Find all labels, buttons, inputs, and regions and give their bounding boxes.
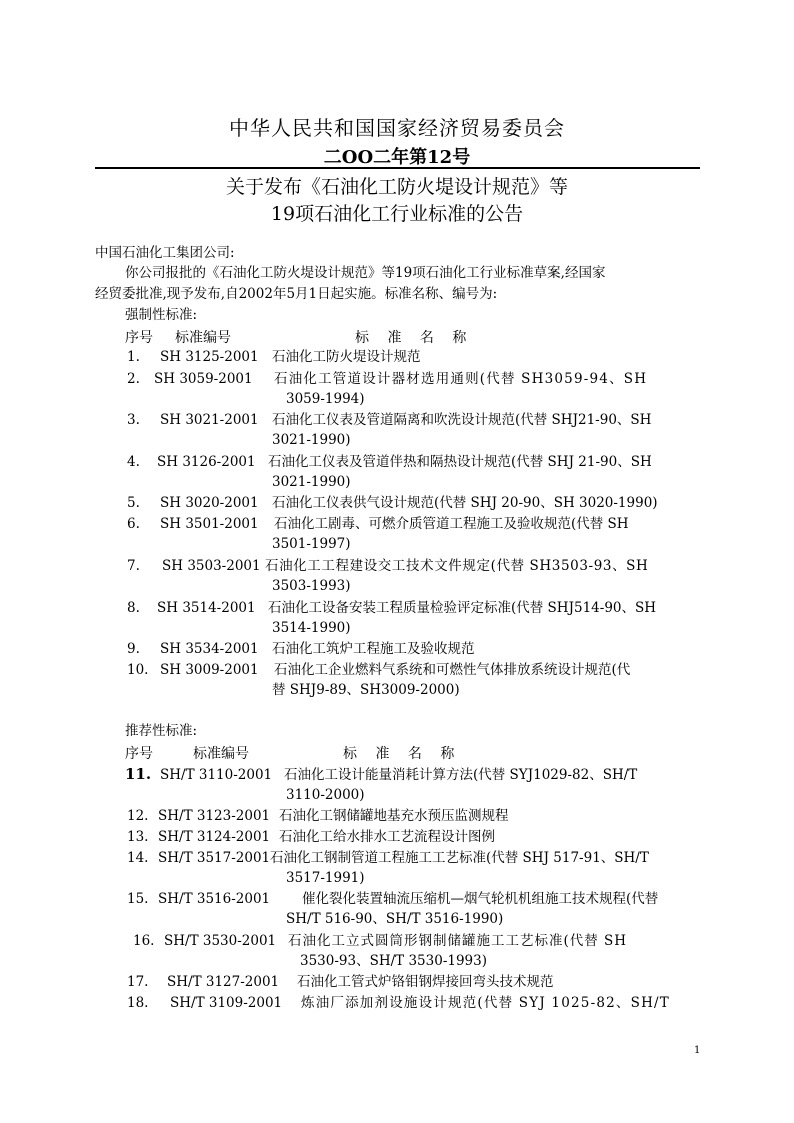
list-item-continuation: 3021-1990) [272, 432, 351, 448]
list-item-name: 石油化工设计能量消耗计算方法(代替 SYJ1029-82、SH/T [284, 767, 638, 783]
list-item-name: 石油化工企业燃料气系统和可燃性气体排放系统设计规范(代 [274, 662, 631, 678]
recommended-col-code: 标准编号 [193, 746, 249, 762]
list-item-code: SH 3534-2001 [160, 641, 259, 657]
list-item-name: 石油化工仪表及管道伴热和隔热设计规范(代替 SHJ 21-90、SH [268, 454, 652, 470]
list-item-code: SH/T 3530-2001 [164, 933, 277, 949]
list-item-number: 1. [127, 349, 140, 365]
list-item-code: SH 3501-2001 [160, 516, 259, 532]
list-item-number: 2. [127, 371, 140, 387]
recommended-col-seq: 序号 [125, 746, 153, 762]
list-item-number: 10. [127, 662, 149, 678]
list-item-number: 16. [133, 933, 155, 949]
list-item-number: 6. [127, 516, 140, 532]
list-item-code: SH/T 3517-2001 [158, 850, 271, 866]
list-item-name: 石油化工立式圆筒形钢制储罐施工工艺标准(代替 SH [288, 933, 628, 949]
list-item-number: 12. [127, 808, 149, 824]
list-item-continuation: 3059-1994) [286, 391, 365, 407]
list-item-continuation: 替 SHJ9-89、SH3009-2000) [272, 682, 460, 698]
list-item-code: SH 3021-2001 [160, 412, 259, 428]
list-item-continuation: 3110-2000) [286, 787, 365, 803]
list-item-name: 石油化工钢制管道工程施工工艺标准(代替 SHJ 517-91、SH/T [270, 850, 649, 866]
list-item-number: 17. [127, 974, 149, 990]
list-item-number: 4. [127, 454, 140, 470]
list-item-name: 催化裂化装置轴流压缩机—烟气轮机机组施工技术规程(代替 [302, 891, 659, 907]
list-item-number: 11. [125, 765, 152, 783]
list-item-code: SH 3503-2001 [162, 558, 261, 574]
mandatory-col-code: 标准编号 [175, 330, 231, 346]
list-item-continuation: 3503-1993) [272, 578, 351, 594]
issuing-organization: 中华人民共和国国家经济贸易委员会 [229, 116, 565, 140]
list-item-number: 9. [127, 641, 140, 657]
list-item-name: 石油化工仪表及管道隔离和吹洗设计规范(代替 SHJ21-90、SH [272, 412, 652, 428]
list-item-name: 炼油厂添加剂设施设计规范(代替 SYJ 1025-82、SH/T [301, 995, 670, 1011]
list-item-name: 石油化工给水排水工艺流程设计图例 [279, 829, 495, 845]
announcement-title-line-2: 19项石油化工行业标准的公告 [270, 203, 524, 225]
list-item-continuation: SH/T 516-90、SH/T 3516-1990) [286, 911, 504, 927]
mandatory-col-name: 标 准 名 称 [355, 330, 467, 346]
list-item-number: 18. [127, 995, 149, 1011]
intro-paragraph-line-1: 你公司报批的《石油化工防火堤设计规范》等19项石油化工行业标准草案,经国家 [125, 265, 606, 281]
list-item-number: 5. [127, 495, 140, 511]
list-item-number: 13. [127, 829, 149, 845]
list-item-number: 3. [127, 412, 140, 428]
list-item-code: SH 3126-2001 [157, 454, 256, 470]
list-item-code: SH 3009-2001 [160, 662, 259, 678]
list-item-number: 15. [127, 891, 149, 907]
list-item-code: SH 3020-2001 [160, 495, 259, 511]
list-item-name: 石油化工仪表供气设计规范(代替 SHJ 20-90、SH 3020-1990) [272, 495, 658, 511]
list-item-name: 石油化工工程建设交工技术文件规定(代替 SH3503-93、SH [265, 558, 649, 574]
header-rule [95, 167, 700, 169]
list-item-code: SH/T 3109-2001 [170, 995, 283, 1011]
list-item-continuation: 3514-1990) [272, 620, 351, 636]
list-item-continuation: 3530-93、SH/T 3530-1993) [300, 953, 488, 969]
intro-paragraph-line-2: 经贸委批准,现予发布,自2002年5月1日起实施。标准名称、编号为: [95, 286, 498, 302]
list-item-name: 石油化工钢储罐地基充水预压监测规程 [279, 808, 509, 824]
list-item-number: 14. [127, 850, 149, 866]
list-item-code: SH 3125-2001 [160, 349, 259, 365]
list-item-code: SH/T 3516-2001 [158, 891, 271, 907]
mandatory-col-seq: 序号 [125, 330, 153, 346]
list-item-code: SH/T 3110-2001 [160, 767, 273, 783]
list-item-name: 石油化工防火堤设计规范 [272, 349, 421, 365]
list-item-code: SH 3514-2001 [157, 600, 256, 616]
recommended-heading: 推荐性标准: [125, 723, 198, 739]
list-item-name: 石油化工管式炉铬钼钢焊接回弯头技术规范 [297, 974, 554, 990]
list-item-number: 8. [127, 600, 140, 616]
list-item-name: 石油化工管道设计器材选用通则(代替 SH3059-94、SH [274, 371, 648, 387]
recommended-col-name: 标 准 名 称 [343, 746, 455, 762]
addressee: 中国石油化工集团公司: [95, 245, 235, 261]
document-number: 二OO二年第12号 [323, 147, 471, 168]
list-item-name: 石油化工设备安装工程质量检验评定标准(代替 SHJ514-90、SH [268, 600, 657, 616]
list-item-continuation: 3501-1997) [272, 536, 351, 552]
list-item-name: 石油化工剧毒、可燃介质管道工程施工及验收规范(代替 SH [274, 516, 629, 532]
list-item-continuation: 3021-1990) [272, 474, 351, 490]
list-item-code: SH 3059-2001 [154, 371, 253, 387]
page-number: 1 [694, 1045, 701, 1056]
list-item-code: SH/T 3123-2001 [158, 808, 271, 824]
mandatory-heading: 强制性标准: [125, 307, 198, 323]
announcement-title-line-1: 关于发布《石油化工防火堤设计规范》等 [225, 176, 568, 198]
list-item-name: 石油化工筑炉工程施工及验收规范 [272, 641, 475, 657]
list-item-code: SH/T 3127-2001 [167, 974, 280, 990]
list-item-continuation: 3517-1991) [286, 870, 365, 886]
list-item-number: 7. [127, 558, 140, 574]
list-item-code: SH/T 3124-2001 [158, 829, 271, 845]
